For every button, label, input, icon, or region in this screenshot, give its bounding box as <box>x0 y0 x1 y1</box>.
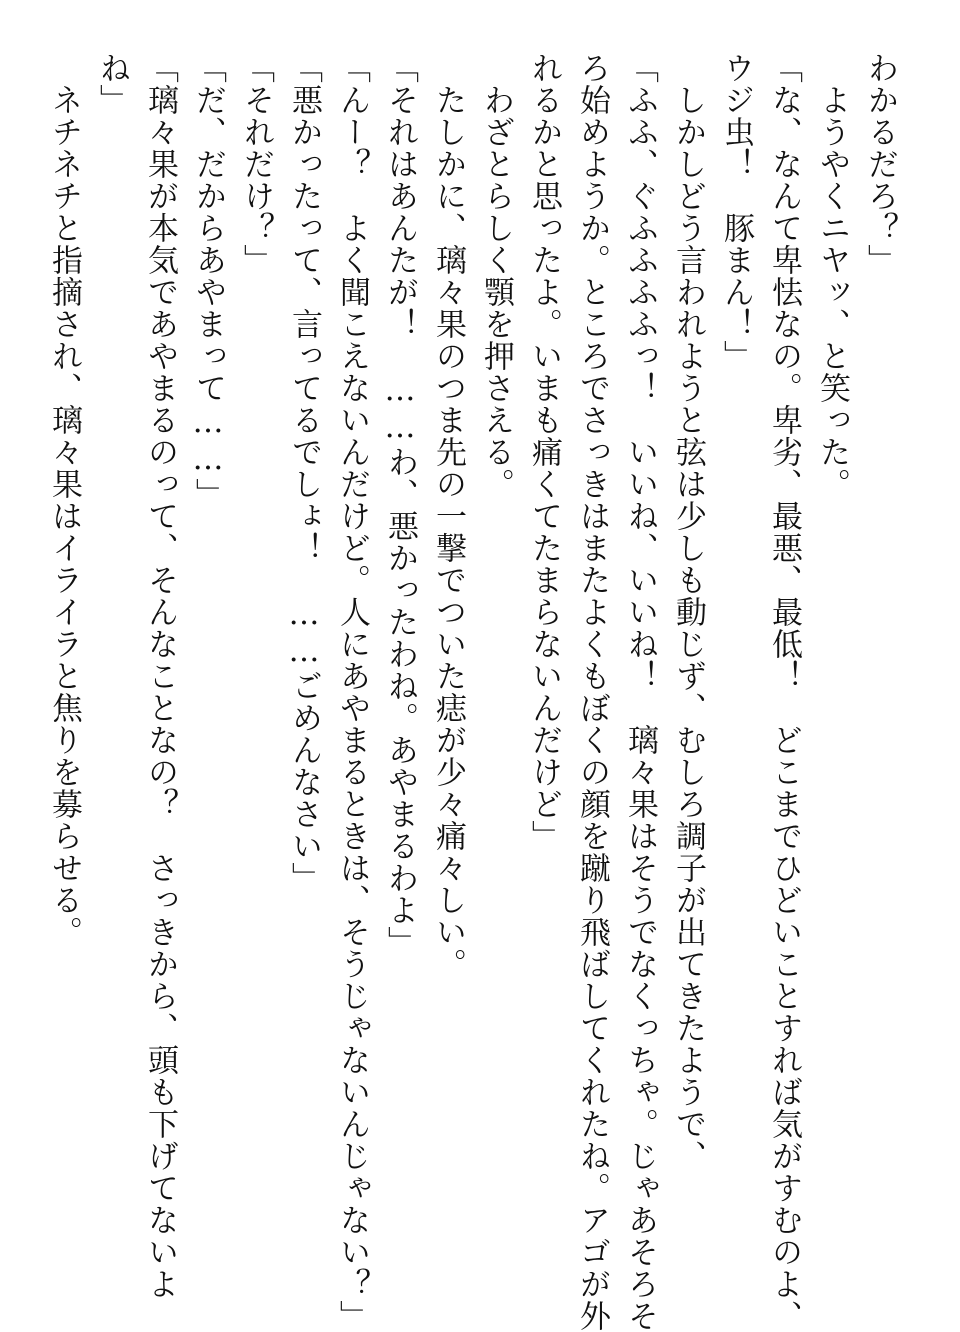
text-line: ようやくニヤッ、と笑った。 <box>814 52 850 500</box>
text-line: 「んー？ よく聞こえないんだけど。人にあやまるときは、そうじゃないんじゃない？」 <box>334 52 370 1332</box>
text-line: たしかに、璃々果のつま先の一撃でついた痣が少々痛々しい。 <box>430 52 466 980</box>
text-line: ネチネチと指摘され、璃々果はイライラと焦りを募らせる。 <box>46 52 82 948</box>
text-line: ウジ虫！ 豚まん！」 <box>718 52 754 372</box>
text-line: 「璃々果が本気であやまるのって、そんなことなの？ さっきから、頭も下げてないよ <box>142 52 178 1300</box>
text-line: 「だ、だからあやまって……」 <box>190 52 226 510</box>
text-line: 「それはあんたが！ ……わ、悪かったわね。あやまるわよ」 <box>382 52 418 958</box>
text-line: しかしどう言われようと弦は少しも動じず、むしろ調子が出てきたようで、 <box>670 52 706 1172</box>
text-line: 「それだけ？」 <box>238 52 274 276</box>
text-line: 「ふふ、ぐふふふふっ！ いいね、いいね！ 璃々果はそうでなくっちゃ。じゃあそろそ <box>622 52 658 1332</box>
text-line: わざとらしく顎を押さえる。 <box>478 52 514 500</box>
text-line: わかるだろ？」 <box>862 52 898 276</box>
text-line: ね」 <box>94 52 130 116</box>
text-line: れるかと思ったよ。いまも痛くてたまらないんだけど」 <box>526 52 562 852</box>
text-line: 「悪かったって、言ってるでしょ！ ……ごめんなさい」 <box>286 52 322 894</box>
text-line: ろ始めようか。ところでさっきはまたよくもぼくの顔を蹴り飛ばしてくれたね。アゴが外 <box>574 52 610 1332</box>
text-line: 「な、なんて卑怯なの。卑劣、最悪、最低！ どこまでひどいことすれば気がすむのよ、 <box>766 52 802 1332</box>
